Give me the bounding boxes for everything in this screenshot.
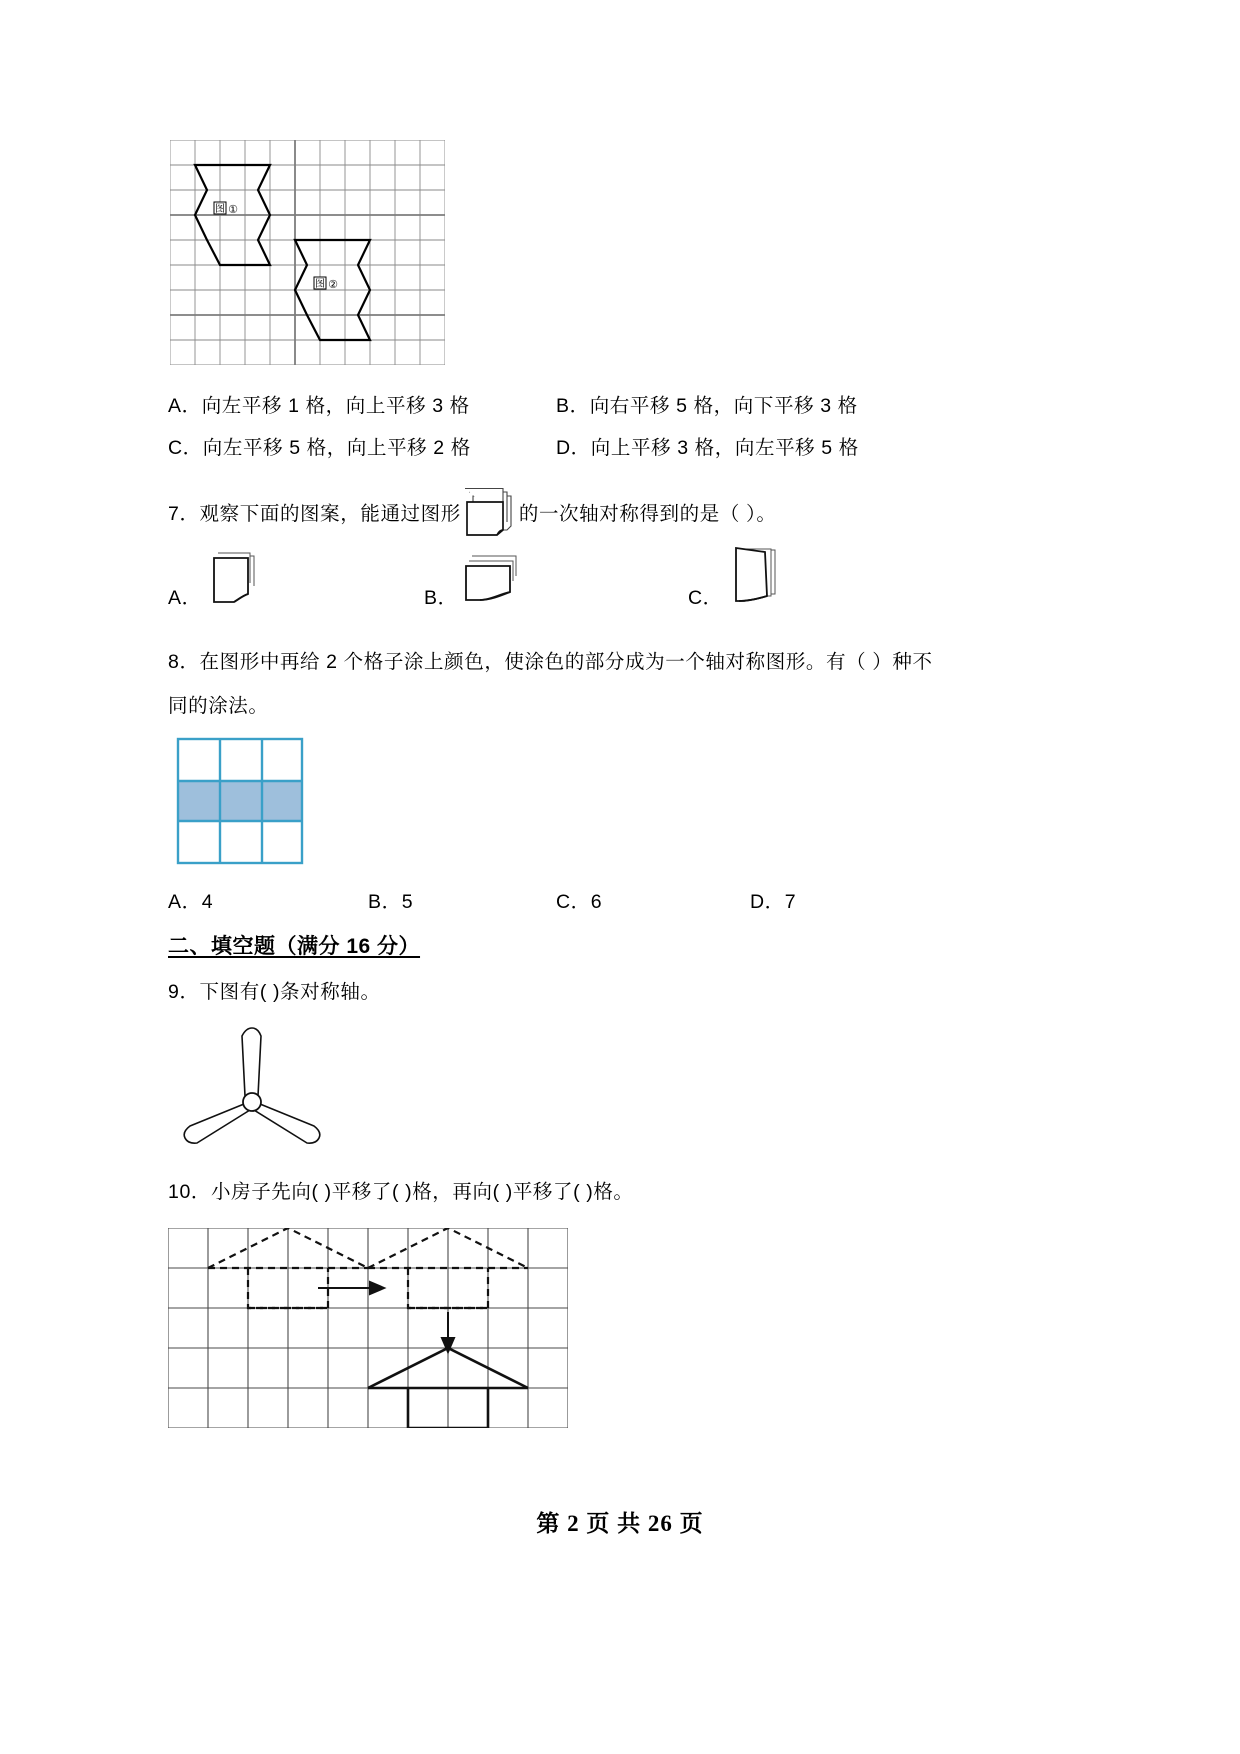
section-2-heading xyxy=(168,930,420,960)
q6-figure-2-label xyxy=(314,277,338,291)
q9-text: 下图有( )条对称轴。 xyxy=(199,981,381,1003)
q6-figure-1-label xyxy=(214,202,238,216)
q8-line1-wrap xyxy=(168,648,933,677)
q6-option-a[interactable]: A．向左平移 1 格，向上平移 3 格 xyxy=(168,395,470,417)
q10-grid-svg xyxy=(168,1228,568,1428)
q7-option-b-label: B． xyxy=(424,586,458,609)
q7-option-b[interactable] xyxy=(424,550,524,613)
q7-reference-shape xyxy=(461,488,519,541)
q8-line2: 同的涂法。 xyxy=(168,695,269,717)
q7-option-c-label: C． xyxy=(688,586,723,609)
q7-option-a[interactable] xyxy=(168,550,262,613)
q8-number: 8． xyxy=(168,651,200,673)
q7-options-row xyxy=(168,540,928,610)
q7-question-line xyxy=(168,488,776,528)
svg-text:图: 图 xyxy=(315,279,325,290)
q7-text-part1: 观察下面的图案，能通过图形 xyxy=(199,502,461,525)
q8-line1: 在图形中再给 2 个格子涂上颜色，使涂色的部分成为一个轴对称图形。有（ ）种不 xyxy=(199,651,933,673)
q9-question-line xyxy=(168,978,381,1007)
q9-number: 9． xyxy=(168,981,200,1003)
q10-number: 10． xyxy=(168,1181,211,1203)
q8-coloring-grid xyxy=(176,737,304,870)
svg-text:图: 图 xyxy=(215,204,225,215)
svg-text:②: ② xyxy=(328,279,338,291)
q10-arrow-down xyxy=(442,1312,454,1352)
q8-option-b[interactable]: B．5 xyxy=(368,891,414,913)
q10-text: 小房子先向( )平移了( )格，再向( )平移了( )格。 xyxy=(211,1181,634,1203)
fan-hub xyxy=(243,1093,261,1111)
q7-text-part2: 的一次轴对称得到的是（ ）。 xyxy=(518,502,777,525)
q7-option-c[interactable] xyxy=(688,546,783,613)
q6-translation-grid-figure xyxy=(170,140,445,365)
fan-icon xyxy=(172,1018,332,1148)
q8-option-a[interactable]: A．4 xyxy=(168,891,214,913)
q7-number: 7． xyxy=(168,502,200,525)
q7-option-a-shape xyxy=(206,550,262,613)
q6-option-d[interactable]: D．向上平移 3 格，向左平移 5 格 xyxy=(556,437,859,459)
q6-option-b[interactable]: B．向右平移 5 格，向下平移 3 格 xyxy=(556,395,858,417)
page-footer: 第 2 页 共 26 页 xyxy=(536,1511,704,1536)
q7-option-a-label: A． xyxy=(168,586,202,609)
q8-shaded-row xyxy=(178,781,302,821)
q7-option-b-shape xyxy=(462,550,524,613)
q8-option-c[interactable]: C．6 xyxy=(556,891,603,913)
q7-option-c-shape xyxy=(727,546,783,613)
section-2-title: 二、填空题（满分 16 分） xyxy=(168,935,421,958)
q9-fan-figure xyxy=(172,1018,332,1153)
q6-option-c[interactable]: C．向左平移 5 格，向上平移 2 格 xyxy=(168,437,471,459)
svg-text:①: ① xyxy=(228,204,238,216)
q10-translation-grid-figure xyxy=(168,1228,568,1433)
q10-question-line xyxy=(168,1178,634,1207)
q8-grid-svg xyxy=(176,737,304,865)
q6-grid-svg xyxy=(170,140,445,365)
q8-option-d[interactable]: D．7 xyxy=(750,891,797,913)
